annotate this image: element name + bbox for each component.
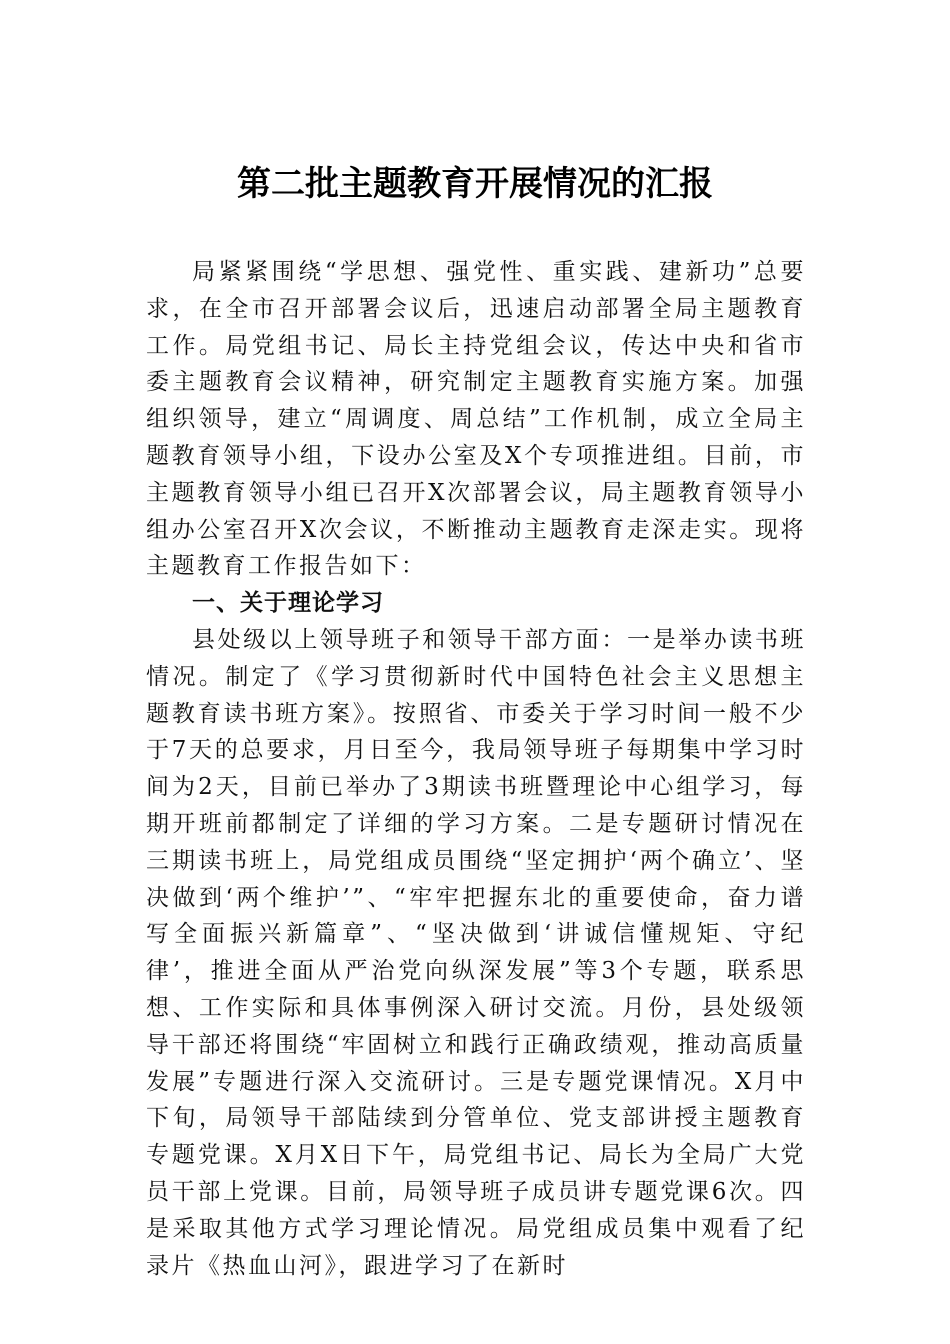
document-title: 第二批主题教育开展情况的汇报 [237, 164, 713, 204]
document-body [146, 254, 806, 1284]
section-heading: 一、关于理论学习 [192, 590, 384, 617]
section-paragraph: 县处级以上领导班子和领导干部方面：一是举办读书班情况。制定了《学习贯彻新时代中国特色社会主义思想主题教育读书班方案》。按照省、市委关于学习时间一般不少于7天的总要求，月日至今，我局领导班子每期集中学习时间为2天，目前已举办了3期读书班暨理论中心组学习，每期开班前都制定了详细的学习方案。二是专题研讨情况在三期读书班上，局党组成员围绕“坚定拥护‘两个确立’、坚决做到‘两个维护’”、“牢牢把握东北的重要使命，奋力谱写全面振兴新篇章”、“坚决做到‘讲诚信懂规矩、守纪律’，推进全面从严治党向纵深发展”等3个专题，联系思想、工作实际和具体事例深入研讨交流。月份，县处级领导干部还将围绕“牢固树立和践行正确政绩观，推动高质量发展”专题进行深入交流研讨。三是专题党课情况。X月中下旬，局领导干部陆续到分管单位、党支部讲授主题教育专题党课。X月X日下午，局党组书记、局长为全局广大党员干部上党课。目前，局领导班子成员讲专题党课6次。四是采取其他方式学习理论情况。局党组成员集中观看了纪录片《热血山河》，跟进学习了在新时 [146, 626, 806, 1279]
intro-paragraph: 局紧紧围绕“学思想、强党性、重实践、建新功”总要求，在全市召开部署会议后，迅速启动部署全局主题教育工作。局党组书记、局长主持党组会议，传达中央和省市委主题教育会议精神，研究制定主题教育实施方案。加强组织领导，建立“周调度、周总结”工作机制，成立全局主题教育领导小组，下设办公室及X个专项推进组。目前，市主题教育领导小组已召开X次部署会议，局主题教育领导小组办公室召开X次会议，不断推动主题教育走深走实。现将主题教育工作报告如下： [146, 259, 806, 580]
